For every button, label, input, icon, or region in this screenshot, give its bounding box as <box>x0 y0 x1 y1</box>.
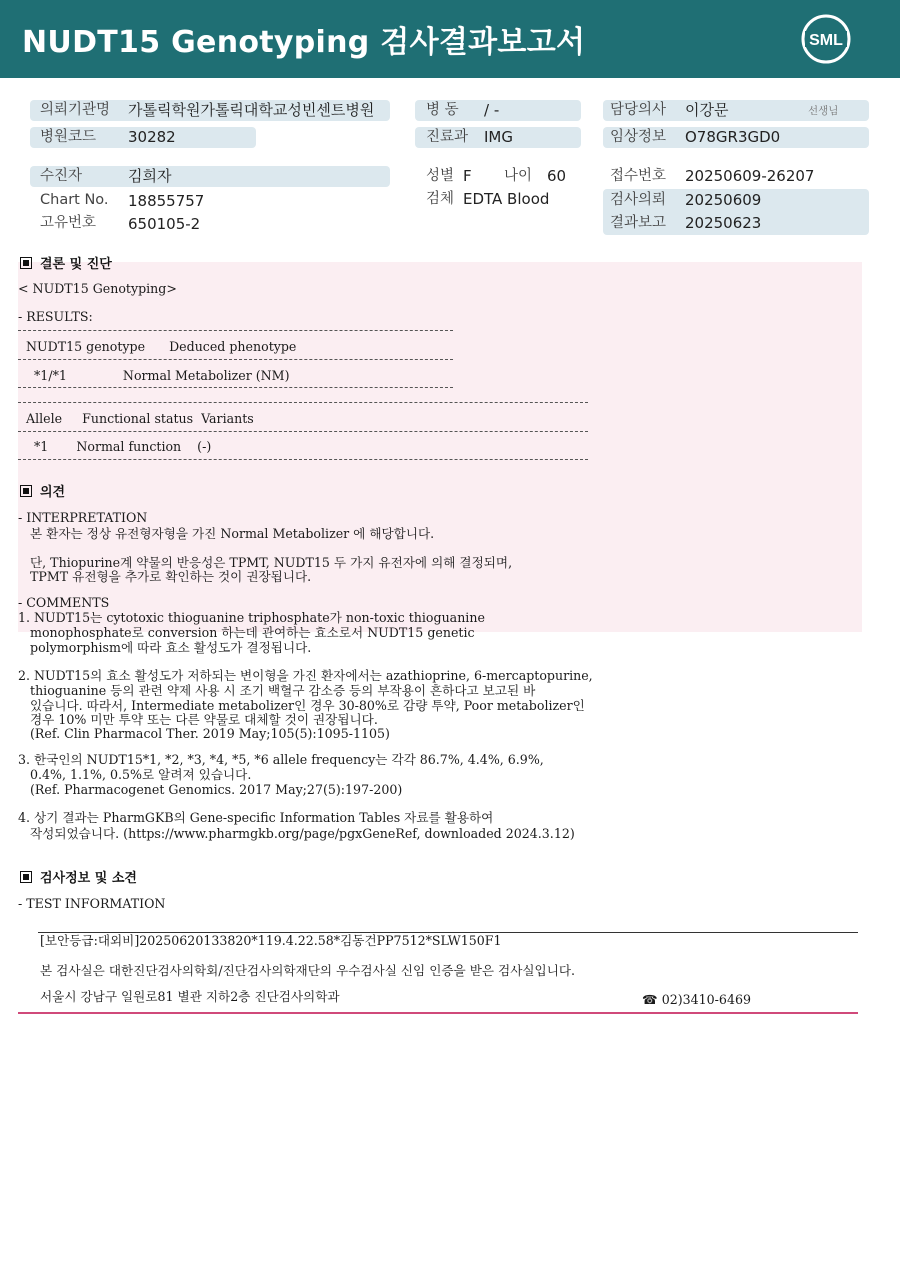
institution-value: 가톨릭학원가톨릭대학교성빈센트병원 <box>128 101 375 119</box>
institution-label: 의뢰기관명 <box>40 102 111 118</box>
uid-value: 650105-2 <box>128 215 201 233</box>
section-opinion-title: 의견 <box>40 485 66 500</box>
logo-text: SML <box>809 32 843 49</box>
comment-3-line-2: 0.4%, 1.1%, 0.5%로 알려져 있습니다. <box>18 767 252 782</box>
hospital-code-value: 30282 <box>128 128 176 146</box>
dept-label: 진료과 <box>426 129 469 145</box>
specimen-label: 검체 <box>426 191 455 207</box>
table2-mid-rule <box>18 431 588 432</box>
patient-value: 김희자 <box>128 167 172 185</box>
chart-value: 18855757 <box>128 192 205 210</box>
section-conclusion-title: 결론 및 진단 <box>40 257 112 272</box>
section-test-info <box>20 867 137 886</box>
chart-label: Chart No. <box>40 192 109 208</box>
report-header <box>0 0 900 78</box>
request-label: 검사의뢰 <box>610 192 667 208</box>
section-conclusion <box>20 253 112 272</box>
table1-bottom-rule <box>18 387 453 388</box>
receipt-value: 20250609-26207 <box>685 167 815 185</box>
receipt-label: 접수번호 <box>610 168 667 184</box>
interpretation-label: - INTERPRETATION <box>18 510 148 525</box>
uid-label: 고유번호 <box>40 215 97 231</box>
patient-row <box>30 166 390 187</box>
footer-bottom-rule <box>18 1012 858 1014</box>
comment-4-line-2: 작성되었습니다. (https://www.pharmgkb.org/page/pgxGeneRef, downloaded 2024.3.12) <box>18 826 575 841</box>
test-info-label: - TEST INFORMATION <box>18 896 166 911</box>
comment-2-line-3: 있습니다. 따라서, Intermediate metabolizer인 경우 30-80%로 감량 투약, Poor metabolizer인 <box>18 698 585 713</box>
patient-label: 수진자 <box>40 168 83 184</box>
interpretation-line-1: 본 환자는 정상 유전형자형을 가진 Normal Metabolizer 에 해당합니다. <box>18 526 435 541</box>
table2-row: *1 Normal function (-) <box>18 439 212 454</box>
result-label: 결과보고 <box>610 215 667 231</box>
table1-top-rule <box>18 330 453 331</box>
interpretation-line-3: TPMT 유전형을 추가로 확인하는 것이 권장됩니다. <box>18 569 312 584</box>
address-line: 서울시 강남구 일원로81 별관 지하2층 진단검사의학과 <box>40 989 340 1004</box>
comments-label: - COMMENTS <box>18 595 110 610</box>
section-opinion <box>20 481 65 500</box>
sml-logo <box>800 13 852 65</box>
comment-1-line-3: polymorphism에 따라 효소 활성도가 결정됩니다. <box>18 640 312 655</box>
comment-2-line-4: 경우 10% 미만 투약 또는 다른 약물로 대체할 것이 권장됩니다. <box>18 712 378 727</box>
certification-line: 본 검사실은 대한진단검사의학회/진단검사의학재단의 우수검사실 신임 인증을 받은 검사실입니다. <box>40 963 576 978</box>
table2-top-rule <box>18 402 588 403</box>
table1-row: *1/*1 Normal Metabolizer (NM) <box>18 368 290 383</box>
comment-4-line-1: 4. 상기 결과는 PharmGKB의 Gene-specific Information Tables 자료를 활용하여 <box>18 810 494 825</box>
ward-value: / - <box>484 101 500 119</box>
ward-label: 병 동 <box>426 102 459 118</box>
section-test-info-title: 검사정보 및 소견 <box>40 871 137 886</box>
comment-1-line-2: monophosphate로 conversion 하는데 관여하는 효소로서 NUDT15 genetic <box>18 625 475 640</box>
comment-3-line-1: 3. 한국인의 NUDT15*1, *2, *3, *4, *5, *6 allele frequency는 각각 86.7%, 4.4%, 6.9%, <box>18 752 544 767</box>
sex-value: F <box>463 167 472 185</box>
sex-label: 성별 <box>426 168 455 184</box>
doctor-value: 이강문 <box>685 101 729 119</box>
interpretation-line-2: 단, Thiopurine계 약물의 반응성은 TPMT, NUDT15 두 가지 유전자에 의해 결정되며, <box>18 555 513 570</box>
comment-1-line-1: 1. NUDT15는 cytotoxic thioguanine triphosphate가 non-toxic thioguanine <box>18 610 485 625</box>
test-name: < NUDT15 Genotyping> <box>18 281 177 296</box>
clinical-label: 임상정보 <box>610 129 667 145</box>
comment-2-line-1: 2. NUDT15의 효소 활성도가 저하되는 변이형을 가진 환자에서는 azathioprine, 6-mercaptopurine, <box>18 668 593 683</box>
square-bullet-icon <box>20 871 32 883</box>
report-title: NUDT15 Genotyping 검사결과보고서 <box>22 25 586 60</box>
table2-header: Allele Functional status Variants <box>18 411 254 426</box>
clinical-value: O78GR3GD0 <box>685 128 781 146</box>
result-value: 20250623 <box>685 214 762 232</box>
specimen-value: EDTA Blood <box>463 190 550 208</box>
doctor-label: 담당의사 <box>610 102 667 118</box>
hospital-code-label: 병원코드 <box>40 129 97 145</box>
comment-3-line-3: (Ref. Pharmacogenet Genomics. 2017 May;27(5):197-200) <box>18 782 403 797</box>
comment-2-line-2: thioguanine 등의 관련 약제 사용 시 조기 백혈구 감소증 등의 부작용이 흔하다고 보고된 바 <box>18 683 536 698</box>
report-body <box>0 248 900 1028</box>
dept-value: IMG <box>484 128 513 146</box>
comment-2-line-5: (Ref. Clin Pharmacol Ther. 2019 May;105(5):1095-1105) <box>18 726 390 741</box>
table1-mid-rule <box>18 359 453 360</box>
square-bullet-icon <box>20 257 32 269</box>
doctor-suffix: 선생님 <box>808 105 839 117</box>
table1-header: NUDT15 genotype Deduced phenotype <box>18 339 297 354</box>
table2-bottom-rule <box>18 459 588 460</box>
phone-line: ☎ 02)3410-6469 <box>642 992 751 1007</box>
request-value: 20250609 <box>685 191 762 209</box>
security-line: [보안등급:대외비]20250620133820*119.4.22.58*김동건PP7512*SLW150F1 <box>40 933 502 948</box>
age-label: 나이 <box>504 168 533 184</box>
results-label: - RESULTS: <box>18 309 93 324</box>
age-value: 60 <box>547 167 567 185</box>
square-bullet-icon <box>20 485 32 497</box>
